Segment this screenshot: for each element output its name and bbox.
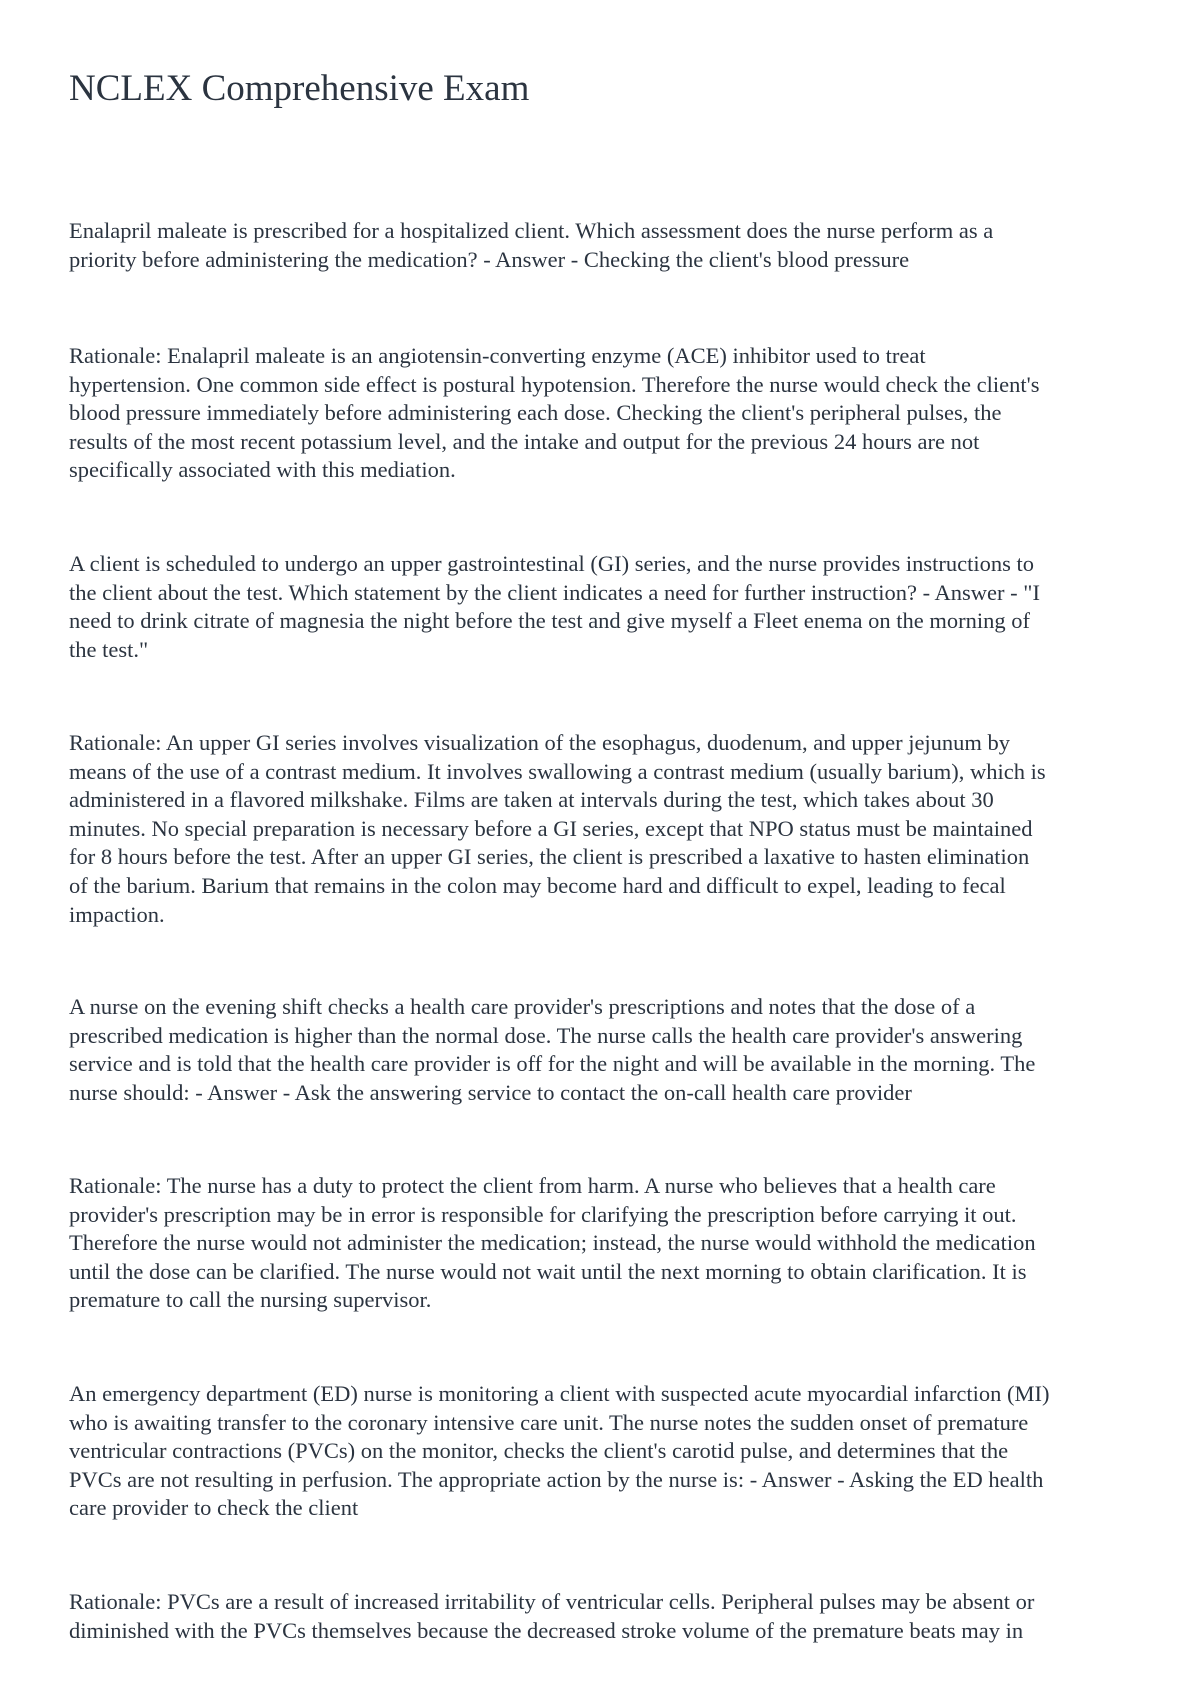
text-line: for 8 hours before the test. After an upper GI series, the client is prescribed a laxative to hasten elimination	[69, 844, 1030, 870]
text-line: An emergency department (ED) nurse is monitoring a client with suspected acute myocardial infarction (MI)	[69, 1381, 1050, 1406]
text-line: specifically associated with this mediation.	[69, 457, 456, 483]
text-line: prescribed medication is higher than the normal dose. The nurse calls the health care provider's answering	[69, 1022, 1023, 1048]
text-line: care provider to check the client	[69, 1495, 359, 1521]
text-line: who is awaiting transfer to the coronary intensive care unit. The nurse notes the sudden onset of premature	[69, 1409, 1029, 1435]
text-line: of the barium. Barium that remains in the colon may become hard and difficult to expel, leading to fecal	[69, 872, 1006, 898]
text-line: administered in a flavored milkshake. Films are taken at intervals during the test, which takes about 30	[69, 787, 994, 813]
question-paragraph	[69, 217, 1149, 274]
text-line: priority before administering the medication? - Answer - Checking the client's blood pressure	[69, 246, 910, 272]
text-line: impaction.	[69, 901, 165, 927]
text-line: Rationale: PVCs are a result of increased irritability of ventricular cells. Peripheral pulses may be absent or	[69, 1589, 1035, 1614]
text-line: Rationale: An upper GI series involves visualization of the esophagus, duodenum, and upper jejunum by	[69, 730, 1011, 755]
text-line: service and is told that the health care provider is off for the night and will be available in the morning. The	[69, 1051, 1036, 1077]
text-line: blood pressure immediately before administering each dose. Checking the client's peripheral pulses, the	[69, 400, 1002, 426]
question-paragraph	[69, 1380, 1149, 1523]
text-line: premature to call the nursing supervisor.	[69, 1287, 432, 1313]
text-line: the test."	[69, 636, 149, 662]
text-line: Rationale: The nurse has a duty to protect the client from harm. A nurse who believes that a health care	[69, 1173, 996, 1198]
text-line: Rationale: Enalapril maleate is an angiotensin-converting enzyme (ACE) inhibitor used to treat	[69, 343, 926, 368]
text-line: A client is scheduled to undergo an upper gastrointestinal (GI) series, and the nurse provides instructions to	[69, 551, 1034, 576]
rationale-paragraph	[69, 729, 1149, 929]
text-line: Therefore the nurse would not administer the medication; instead, the nurse would withhold the medication	[69, 1230, 1036, 1256]
text-line: A nurse on the evening shift checks a health care provider's prescriptions and notes that the dose of a	[69, 994, 976, 1019]
text-line: need to drink citrate of magnesia the night before the test and give myself a Fleet enema on the morning of	[69, 608, 1030, 634]
rationale-paragraph	[69, 1172, 1149, 1315]
text-line: the client about the test. Which statement by the client indicates a need for further instruction? - Answer - "I	[69, 579, 1040, 605]
text-line: diminished with the PVCs themselves because the decreased stroke volume of the premature beats may in	[69, 1617, 1024, 1643]
text-line: PVCs are not resulting in perfusion. The appropriate action by the nurse is: - Answer - Asking the ED health	[69, 1466, 1044, 1492]
rationale-paragraph	[69, 342, 1149, 485]
text-line: hypertension. One common side effect is postural hypotension. Therefore the nurse would check the client's	[69, 371, 1040, 397]
text-line: Enalapril maleate is prescribed for a hospitalized client. Which assessment does the nurse perform as a	[69, 218, 994, 243]
text-line: means of the use of a contrast medium. It involves swallowing a contrast medium (usually barium), which is	[69, 758, 1046, 784]
document-title: NCLEX Comprehensive Exam	[69, 68, 530, 109]
question-paragraph	[69, 993, 1149, 1107]
text-line: minutes. No special preparation is necessary before a GI series, except that NPO status must be maintained	[69, 815, 1033, 841]
text-line: nurse should: - Answer - Ask the answering service to contact the on-call health care provider	[69, 1079, 912, 1105]
text-line: results of the most recent potassium level, and the intake and output for the previous 24 hours are not	[69, 428, 980, 454]
text-line: ventricular contractions (PVCs) on the monitor, checks the client's carotid pulse, and determines that the	[69, 1438, 1009, 1464]
text-line: provider's prescription may be in error is responsible for clarifying the prescription before carrying it out.	[69, 1201, 1017, 1227]
rationale-paragraph	[69, 1588, 1149, 1645]
text-line: until the dose can be clarified. The nurse would not wait until the next morning to obtain clarification. It is	[69, 1258, 1027, 1284]
question-paragraph	[69, 550, 1149, 664]
